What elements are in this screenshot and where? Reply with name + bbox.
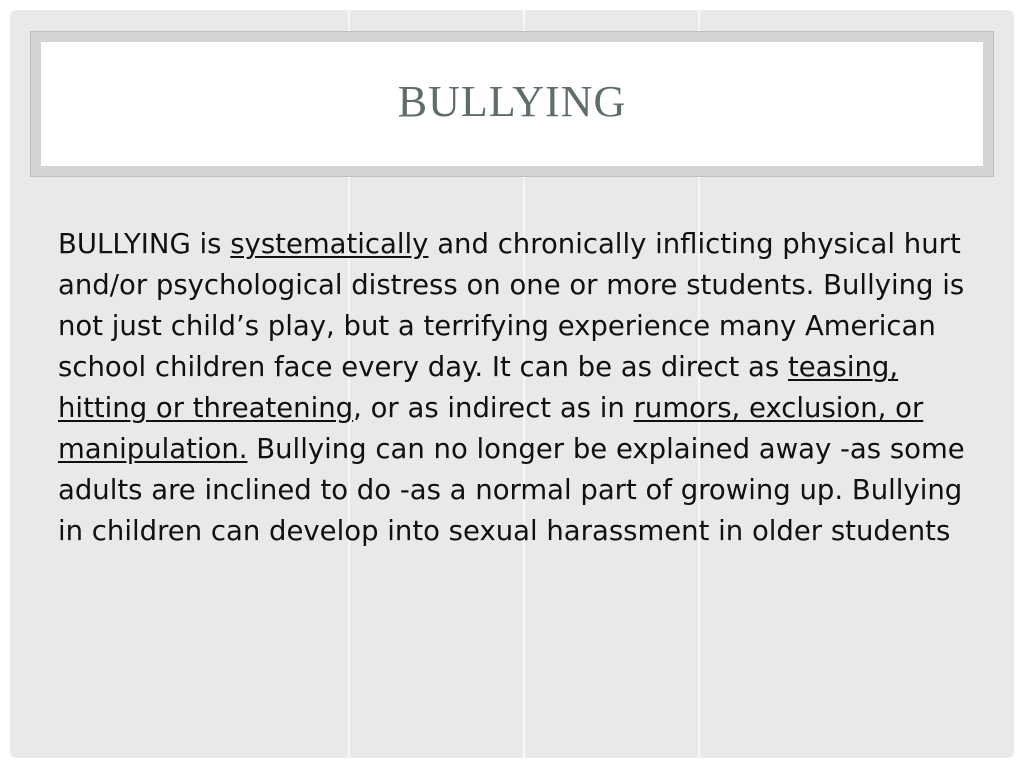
underlined-term-indirect-examples: rumors, exclusion, or manipulation. xyxy=(58,392,924,465)
underlined-term-direct-examples: teasing, hitting or threatening xyxy=(58,351,899,424)
slide xyxy=(10,10,1014,758)
body-text-segment: Bullying can no longer be explained away -as some adults are inclined to do -as a normal part of growing up. Bullying in children can develop into sexual harassment in older students xyxy=(58,433,965,547)
slide-title: BULLYING xyxy=(397,76,627,126)
body-paragraph xyxy=(58,224,968,552)
body-text-segment: BULLYING is xyxy=(58,228,231,260)
underlined-term-systematically: systematically xyxy=(230,228,429,260)
title-frame xyxy=(30,31,994,177)
body-text-segment: and chronically inflicting physical hurt and/or psychological distress on one or more students. Bullying is not just child’s play, but a terrifying experience many American school children face every day. It can be as direct as xyxy=(58,228,965,383)
body-text-segment: , or as indirect as in xyxy=(353,392,634,424)
title-box xyxy=(41,42,983,166)
